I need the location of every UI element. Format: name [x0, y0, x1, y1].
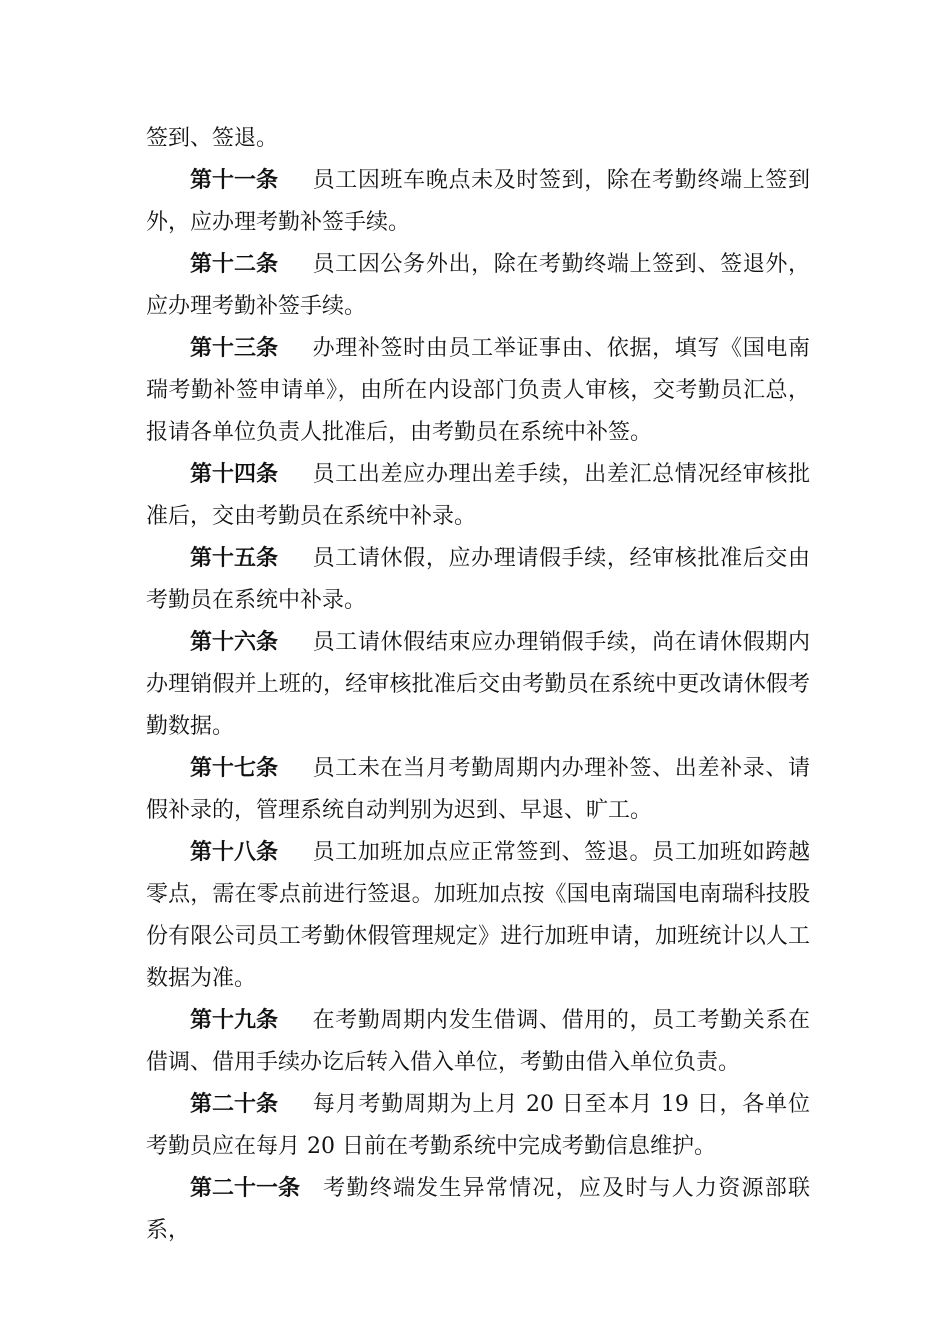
- article-label: 第十二条: [190, 252, 279, 277]
- article-label: 第十四条: [190, 462, 279, 487]
- article-text: 考勤终端发生异常情况，应及时与人力资源部联系，: [146, 1176, 810, 1243]
- article-text: 每月考勤周期为上月 20 日至本月 19 日，各单位考勤员应在每月 20 日前在考勤系统中完成考勤信息维护。: [146, 1092, 810, 1159]
- article-text: 员工未在当月考勤周期内办理补签、出差补录、请假补录的，管理系统自动判别为迟到、早退、旷工。: [146, 756, 810, 823]
- article-text: 员工请休假结束应办理销假手续，尚在请休假期内办理销假并上班的，经审核批准后交由考勤员在系统中更改请休假考勤数据。: [146, 630, 810, 739]
- article-11: [146, 160, 810, 244]
- article-label: 第十九条: [190, 1008, 279, 1033]
- article-text: 员工出差应办理出差手续，出差汇总情况经审核批准后，交由考勤员在系统中补录。: [146, 462, 810, 529]
- article-text: 员工因班车晚点未及时签到，除在考勤终端上签到外，应办理考勤补签手续。: [146, 168, 810, 235]
- article-text: 员工请休假，应办理请假手续，经审核批准后交由考勤员在系统中补录。: [146, 546, 810, 613]
- article-label: 第二十条: [190, 1092, 279, 1117]
- lead-fragment: [146, 118, 810, 160]
- article-16: [146, 622, 810, 748]
- article-label: 第十三条: [190, 336, 279, 361]
- article-label: 第十八条: [190, 840, 279, 865]
- article-19: [146, 1000, 810, 1084]
- article-text: 员工加班加点应正常签到、签退。员工加班如跨越零点，需在零点前进行签退。加班加点按《国电南瑞国电南瑞科技股份有限公司员工考勤休假管理规定》进行加班申请，加班统计以人工数据为准。: [146, 840, 810, 991]
- article-label: 第二十一条: [190, 1176, 301, 1201]
- article-15: [146, 538, 810, 622]
- article-20: [146, 1084, 810, 1168]
- article-label: 第十一条: [190, 168, 279, 193]
- article-text: 在考勤周期内发生借调、借用的，员工考勤关系在借调、借用手续办讫后转入借入单位，考勤由借入单位负责。: [146, 1008, 810, 1075]
- article-label: 第十七条: [190, 756, 279, 781]
- article-21: [146, 1168, 810, 1252]
- article-text: 员工因公务外出，除在考勤终端上签到、签退外，应办理考勤补签手续。: [146, 252, 810, 319]
- document-body: [146, 118, 810, 1252]
- article-13: [146, 328, 810, 454]
- lead-fragment-text: 签到、签退。: [146, 126, 279, 151]
- article-14: [146, 454, 810, 538]
- article-label: 第十六条: [190, 630, 279, 655]
- article-17: [146, 748, 810, 832]
- article-18: [146, 832, 810, 1000]
- article-12: [146, 244, 810, 328]
- article-label: 第十五条: [190, 546, 279, 571]
- article-text: 办理补签时由员工举证事由、依据，填写《国电南瑞考勤补签申请单》，由所在内设部门负责人审核，交考勤员汇总，报请各单位负责人批准后，由考勤员在系统中补签。: [146, 336, 810, 445]
